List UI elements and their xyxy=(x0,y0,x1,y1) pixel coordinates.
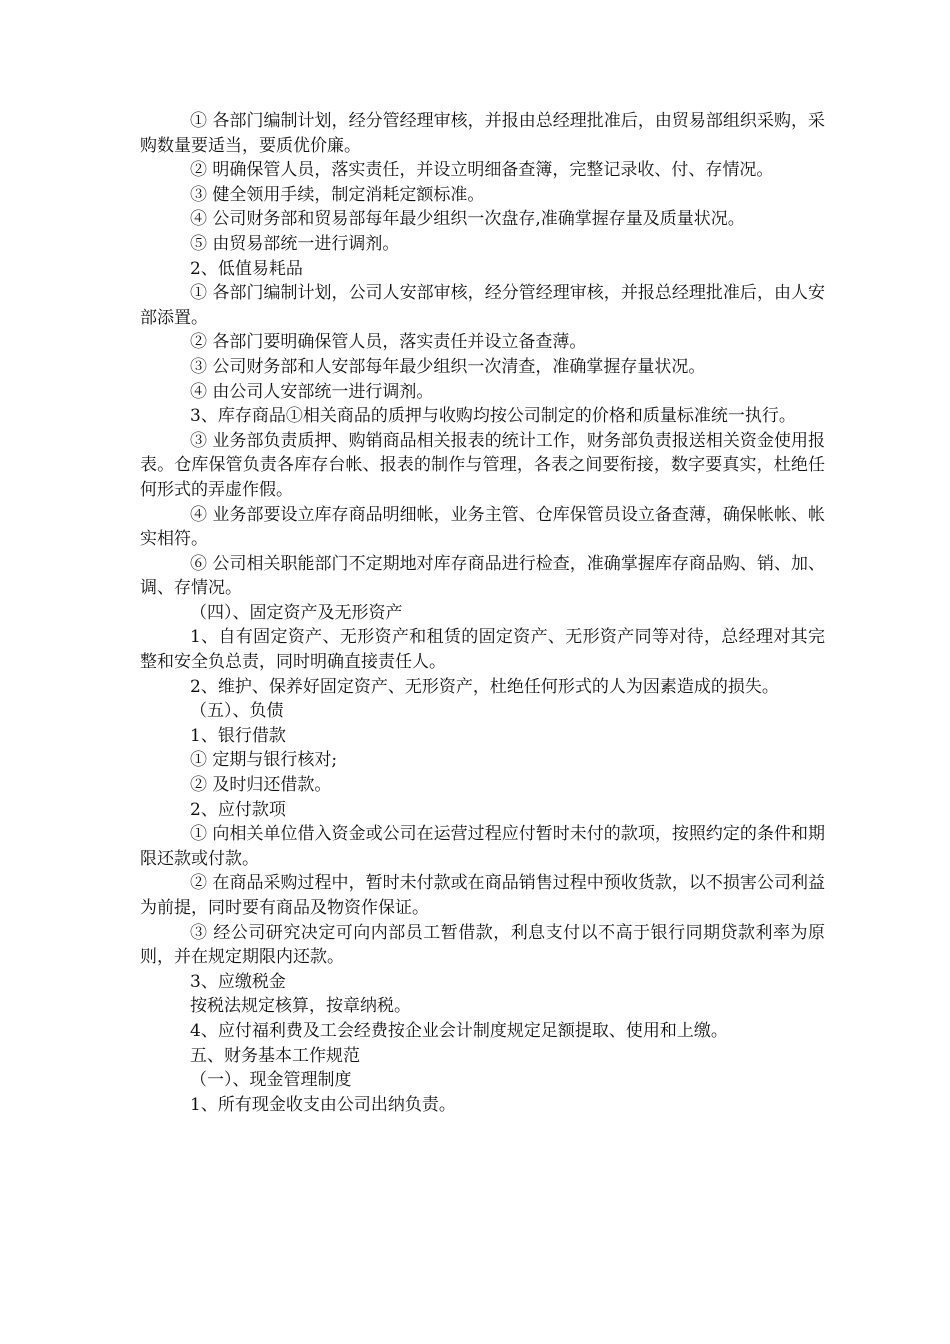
paragraph: ① 各部门编制计划，经分管经理审核，并报由总经理批准后，由贸易部组织采购，采购数量要适当，要质优价廉。 xyxy=(140,111,825,156)
section-heading: 五、财务基本工作规范 xyxy=(190,1045,360,1066)
paragraph: 1、所有现金收支由公司出纳负责。 xyxy=(190,1094,456,1115)
paragraph: ⑥ 公司相关职能部门不定期地对库存商品进行检查，准确掌握库存商品购、销、加、调、存情况。 xyxy=(140,553,825,599)
subsection-heading: 3、应缴税金 xyxy=(190,971,286,992)
paragraph: ④ 由公司人安部统一进行调剂。 xyxy=(190,381,434,402)
section-heading: 3、库存商品①相关商品的质押与收购均按公司制定的价格和质量标准统一执行。 xyxy=(190,406,796,427)
paragraph: ③ 经公司研究决定可向内部员工暂借款，利息支付以不高于银行同期贷款利率为原则，并在规定期限内还款。 xyxy=(140,922,825,968)
subsection-heading: 1、银行借款 xyxy=(190,725,286,746)
paragraph: ② 在商品采购过程中，暂时未付款或在商品销售过程中预收货款，以不损害公司利益为前提，同时要有商品及物资作保证。 xyxy=(140,873,825,918)
paragraph: 1、自有固定资产、无形资产和租赁的固定资产、无形资产同等对待，总经理对其完整和安全负总责，同时明确直接责任人。 xyxy=(140,627,825,673)
paragraph: ③ 业务部负责质押、购销商品相关报表的统计工作，财务部负责报送相关资金使用报表。仓库保管负责各库存台帐、报表的制作与管理，各表之间要衔接，数字要真实，杜绝任何形式的弄虚作假。 xyxy=(140,430,825,500)
section-heading: （五）、负债 xyxy=(190,701,284,722)
paragraph: ③ 公司财务部和人安部每年最少组织一次清查，准确掌握存量状况。 xyxy=(190,356,706,377)
section-heading: （一）、现金管理制度 xyxy=(190,1070,352,1091)
paragraph: 4、应付福利费及工会经费按企业会计制度规定足额提取、使用和上缴。 xyxy=(190,1020,728,1041)
paragraph: ② 各部门要明确保管人员，落实责任并设立备查薄。 xyxy=(190,332,587,353)
document-body xyxy=(140,109,825,1117)
paragraph: 2、维护、保养好固定资产、无形资产，杜绝任何形式的人为因素造成的损失。 xyxy=(190,676,779,697)
subsection-heading: 2、应付款项 xyxy=(190,799,286,820)
section-heading: （四）、固定资产及无形资产 xyxy=(190,602,403,623)
paragraph: ⑤ 由贸易部统一进行调剂。 xyxy=(190,233,400,254)
section-heading: 2、低值易耗品 xyxy=(190,258,303,279)
paragraph: ② 明确保管人员，落实责任，并设立明细备查簿，完整记录收、付、存情况。 xyxy=(190,160,774,181)
paragraph: ① 定期与银行核对; xyxy=(190,750,338,771)
paragraph: ③ 健全领用手续，制定消耗定额标准。 xyxy=(190,184,485,205)
paragraph: 按税法规定核算，按章纳税。 xyxy=(190,996,411,1017)
paragraph: ① 向相关单位借入资金或公司在运营过程应付暂时未付的款项，按照约定的条件和期限还款或付款。 xyxy=(140,824,825,869)
paragraph: ② 及时归还借款。 xyxy=(190,775,332,796)
paragraph: ① 各部门编制计划，公司人安部审核，经分管经理审核，并报总经理批准后，由人安部添置。 xyxy=(140,283,825,328)
paragraph: ④ 公司财务部和贸易部每年最少组织一次盘存,准确掌握存量及质量状况。 xyxy=(190,209,745,230)
paragraph: ④ 业务部要设立库存商品明细帐，业务主管、仓库保管员设立备查薄，确保帐帐、帐实相符。 xyxy=(140,504,825,550)
